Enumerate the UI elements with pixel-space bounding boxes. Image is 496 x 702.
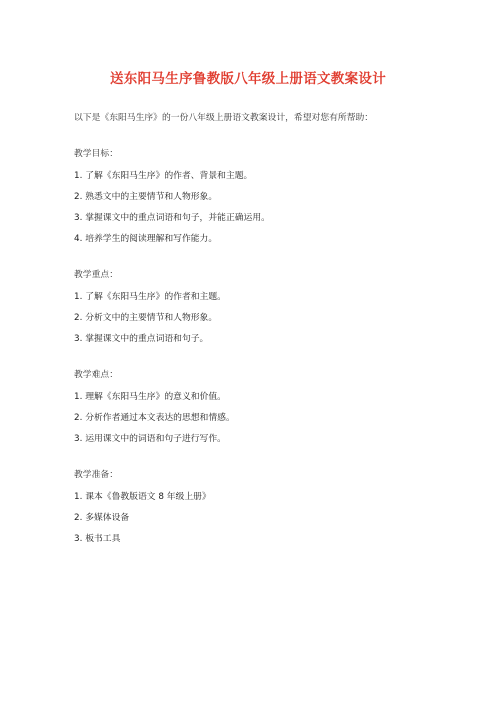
section-objectives [74, 147, 422, 246]
list-item: 2. 熟悉文中的主要情节和人物形象。 [74, 192, 218, 202]
list-item: 1. 了解《东阳马生序》的作者、背景和主题。 [74, 171, 253, 181]
list-item: 3. 板书工具 [74, 534, 121, 544]
list-item: 1. 理解《东阳马生序》的意义和价值。 [74, 392, 226, 402]
list-item: 2. 分析文中的主要情节和人物形象。 [74, 313, 218, 323]
list-item: 2. 多媒体设备 [74, 513, 130, 523]
section-heading: 教学重点： [74, 270, 118, 280]
document-title: 送东阳马生序鲁教版八年级上册语文教案设计 [110, 71, 386, 87]
list-item: 1. 了解《东阳马生序》的作者和主题。 [74, 292, 226, 302]
section-heading: 教学目标： [74, 149, 118, 159]
intro-paragraph: 以下是《东阳马生序》的一份八年级上册语文教案设计，希望对您有所帮助： [74, 113, 374, 123]
list-item: 2. 分析作者通过本文表达的思想和情感。 [74, 413, 235, 423]
list-item: 4. 培养学生的阅读理解和写作能力。 [74, 234, 218, 244]
section-heading: 教学难点： [74, 370, 118, 380]
list-item: 3. 运用课文中的词语和句子进行写作。 [74, 434, 226, 444]
list-item: 1. 课本《鲁教版语文 8 年级上册》 [74, 492, 211, 502]
list-item: 3. 掌握课文中的重点词语和句子，并能正确运用。 [74, 213, 270, 223]
key-points-list [74, 290, 422, 346]
section-preparation [74, 468, 422, 546]
section-difficulties [74, 368, 422, 446]
section-key-points [74, 268, 422, 346]
difficulties-list [74, 390, 422, 446]
section-heading: 教学准备： [74, 470, 118, 480]
objectives-list [74, 169, 422, 246]
preparation-list [74, 490, 422, 546]
list-item: 3. 掌握课文中的重点词语和句子。 [74, 334, 209, 344]
